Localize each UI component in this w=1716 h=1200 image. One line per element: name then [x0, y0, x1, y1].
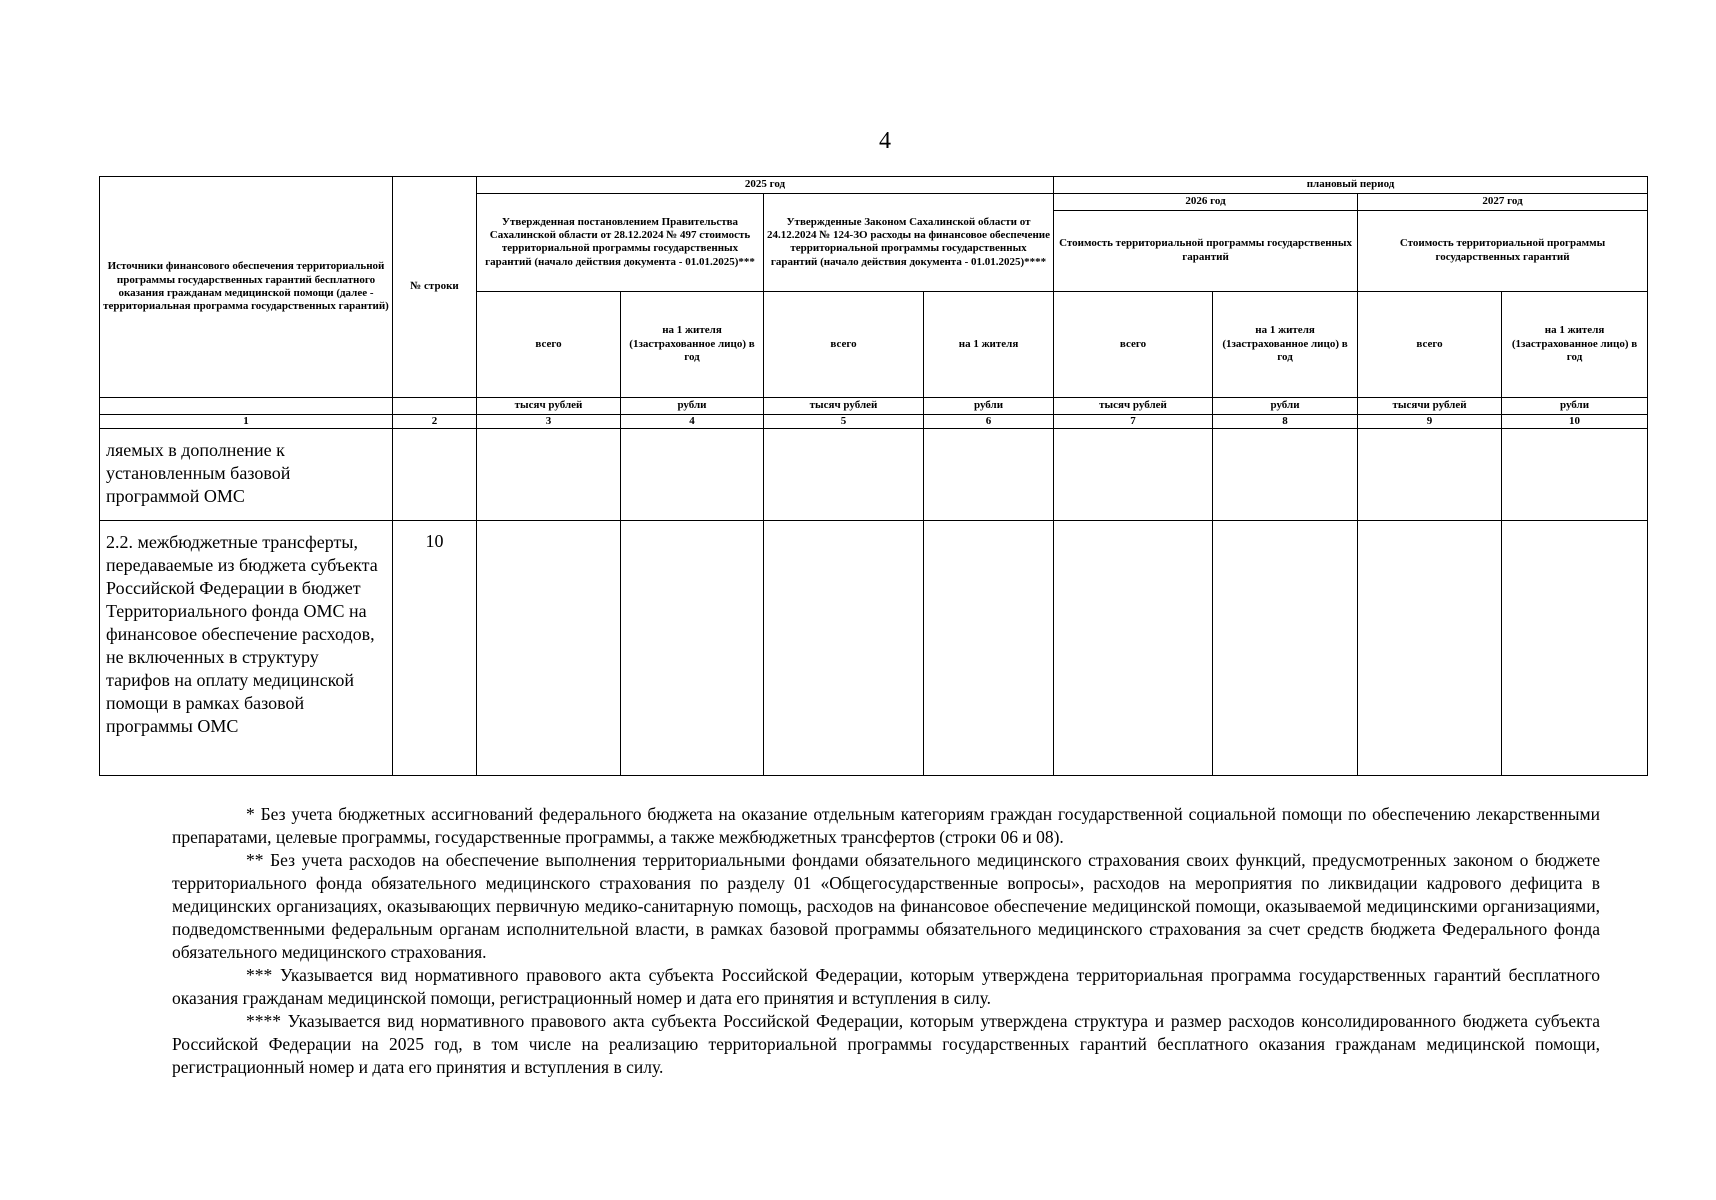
unit-col-3: тысяч рублей [477, 398, 621, 415]
row-description: ляемых в дополнение к установленным базовой программой ОМС [100, 429, 393, 520]
row-description: 2.2. межбюджетные трансферты, передаваемые из бюджета субъекта Российской Федерации в бюджет Территориального фонда ОМС на финансовое обеспечение расходов, не включенных в структуру тарифов на оплату медицинской помощи в рамках базовой программы ОМС [100, 520, 393, 775]
row-cell [764, 520, 924, 775]
header-planning-period: плановый период [1054, 177, 1648, 194]
unit-col-4: рубли [621, 398, 764, 415]
row-cell [621, 520, 764, 775]
column-number: 1 [100, 415, 393, 429]
footnote-1: * Без учета бюджетных ассигнований федерального бюджета на оказание отдельным категориям граждан государственной социальной помощи по обеспечению лекарственными препаратами, целевые программы, государственные программы, а также межбюджетных трансфертов (строки 06 и 08). [172, 804, 1600, 847]
header-group-approved-gov: Утвержденная постановлением Правительства Сахалинской области от 28.12.2024 № 497 стоимость территориальной программы государственных гарантий (начало действия документа - 01.01.2025)*** [477, 194, 764, 291]
header-year-2026: 2026 год [1054, 194, 1358, 211]
header-col-6: на 1 жителя [924, 291, 1054, 398]
table-row [100, 520, 1648, 775]
financing-table [99, 176, 1648, 776]
header-group-approved-law: Утвержденные Законом Сахалинской области от 24.12.2024 № 124-ЗО расходы на финансовое обеспечение территориальной программы государственных гарантий (начало действия документа - 01.01.2025)**** [764, 194, 1054, 291]
row-cell [924, 429, 1054, 520]
column-number: 7 [1054, 415, 1213, 429]
page-number: 4 [879, 128, 891, 154]
row-cell [924, 520, 1054, 775]
header-col-5: всего [764, 291, 924, 398]
unit-spacer [393, 398, 477, 415]
column-number: 10 [1502, 415, 1648, 429]
row-cell [1213, 520, 1358, 775]
unit-col-5: тысяч рублей [764, 398, 924, 415]
unit-col-10: рубли [1502, 398, 1648, 415]
header-col-8: на 1 жителя (1застрахованное лицо) в год [1213, 291, 1358, 398]
row-cell [1054, 429, 1213, 520]
row-cell [1358, 429, 1502, 520]
column-number: 9 [1358, 415, 1502, 429]
header-col-10: на 1 жителя (1застрахованное лицо) в год [1502, 291, 1648, 398]
footnote-3: *** Указывается вид нормативного правового акта субъекта Российской Федерации, которым утверждена территориальная программа государственных гарантий бесплатного оказания гражданам медицинской помощи, регистрационный номер и дата его принятия и вступления в силу. [172, 965, 1600, 1008]
row-cell [764, 429, 924, 520]
header-col-4: на 1 жителя (1застрахованное лицо) в год [621, 291, 764, 398]
column-number: 3 [477, 415, 621, 429]
header-row-number: № строки [393, 177, 477, 398]
row-cell [1213, 429, 1358, 520]
row-cell [477, 520, 621, 775]
column-number: 2 [393, 415, 477, 429]
row-cell [477, 429, 621, 520]
column-number: 4 [621, 415, 764, 429]
unit-spacer [100, 398, 393, 415]
header-col-9: всего [1358, 291, 1502, 398]
unit-col-6: рубли [924, 398, 1054, 415]
header-group-cost-2026: Стоимость территориальной программы государственных гарантий [1054, 211, 1358, 291]
row-cell [1502, 429, 1648, 520]
unit-col-8: рубли [1213, 398, 1358, 415]
table-row [100, 429, 1648, 520]
header-source: Источники финансового обеспечения территориальной программы государственных гарантий бесплатного оказания гражданам медицинской помощи (далее - территориальная программа государственных гарантий) [100, 177, 393, 398]
row-cell [621, 429, 764, 520]
row-number [393, 429, 477, 520]
footnote-4: **** Указывается вид нормативного правового акта субъекта Российской Федерации, которым утверждена структура и размер расходов консолидированного бюджета субъекта Российской Федерации на 2025 год, в том числе на реализацию территориальной программы государственных гарантий бесплатного оказания гражданам медицинской помощи, регистрационный номер и дата его принятия и вступления в силу. [172, 1011, 1600, 1077]
header-group-cost-2027: Стоимость территориальной программы государственных гарантий [1358, 211, 1648, 291]
column-number: 6 [924, 415, 1054, 429]
footnote-2: ** Без учета расходов на обеспечение выполнения территориальными фондами обязательного медицинского страхования своих функций, предусмотренных законом о бюджете территориального фонда обязательного медицинского страхования по разделу 01 «Общегосударственные вопросы», расходов на мероприятия по ликвидации кадрового дефицита в медицинских организациях, оказывающих первичную медико-санитарную помощь, расходов на финансовое обеспечение медицинской помощи, оказываемой медицинскими организациями, подведомственными федеральным органам исполнительной власти, в рамках базовой программы обязательного медицинского страхования за счет средств бюджета Федерального фонда обязательного медицинского страхования. [172, 850, 1600, 962]
row-cell [1054, 520, 1213, 775]
header-col-7: всего [1054, 291, 1213, 398]
row-cell [1502, 520, 1648, 775]
unit-col-7: тысяч рублей [1054, 398, 1213, 415]
footnotes [172, 803, 1600, 1079]
row-number: 10 [393, 520, 477, 775]
header-year-2025: 2025 год [477, 177, 1054, 194]
row-cell [1358, 520, 1502, 775]
unit-col-9: тысячи рублей [1358, 398, 1502, 415]
header-col-3: всего [477, 291, 621, 398]
column-number: 5 [764, 415, 924, 429]
header-year-2027: 2027 год [1358, 194, 1648, 211]
column-number: 8 [1213, 415, 1358, 429]
